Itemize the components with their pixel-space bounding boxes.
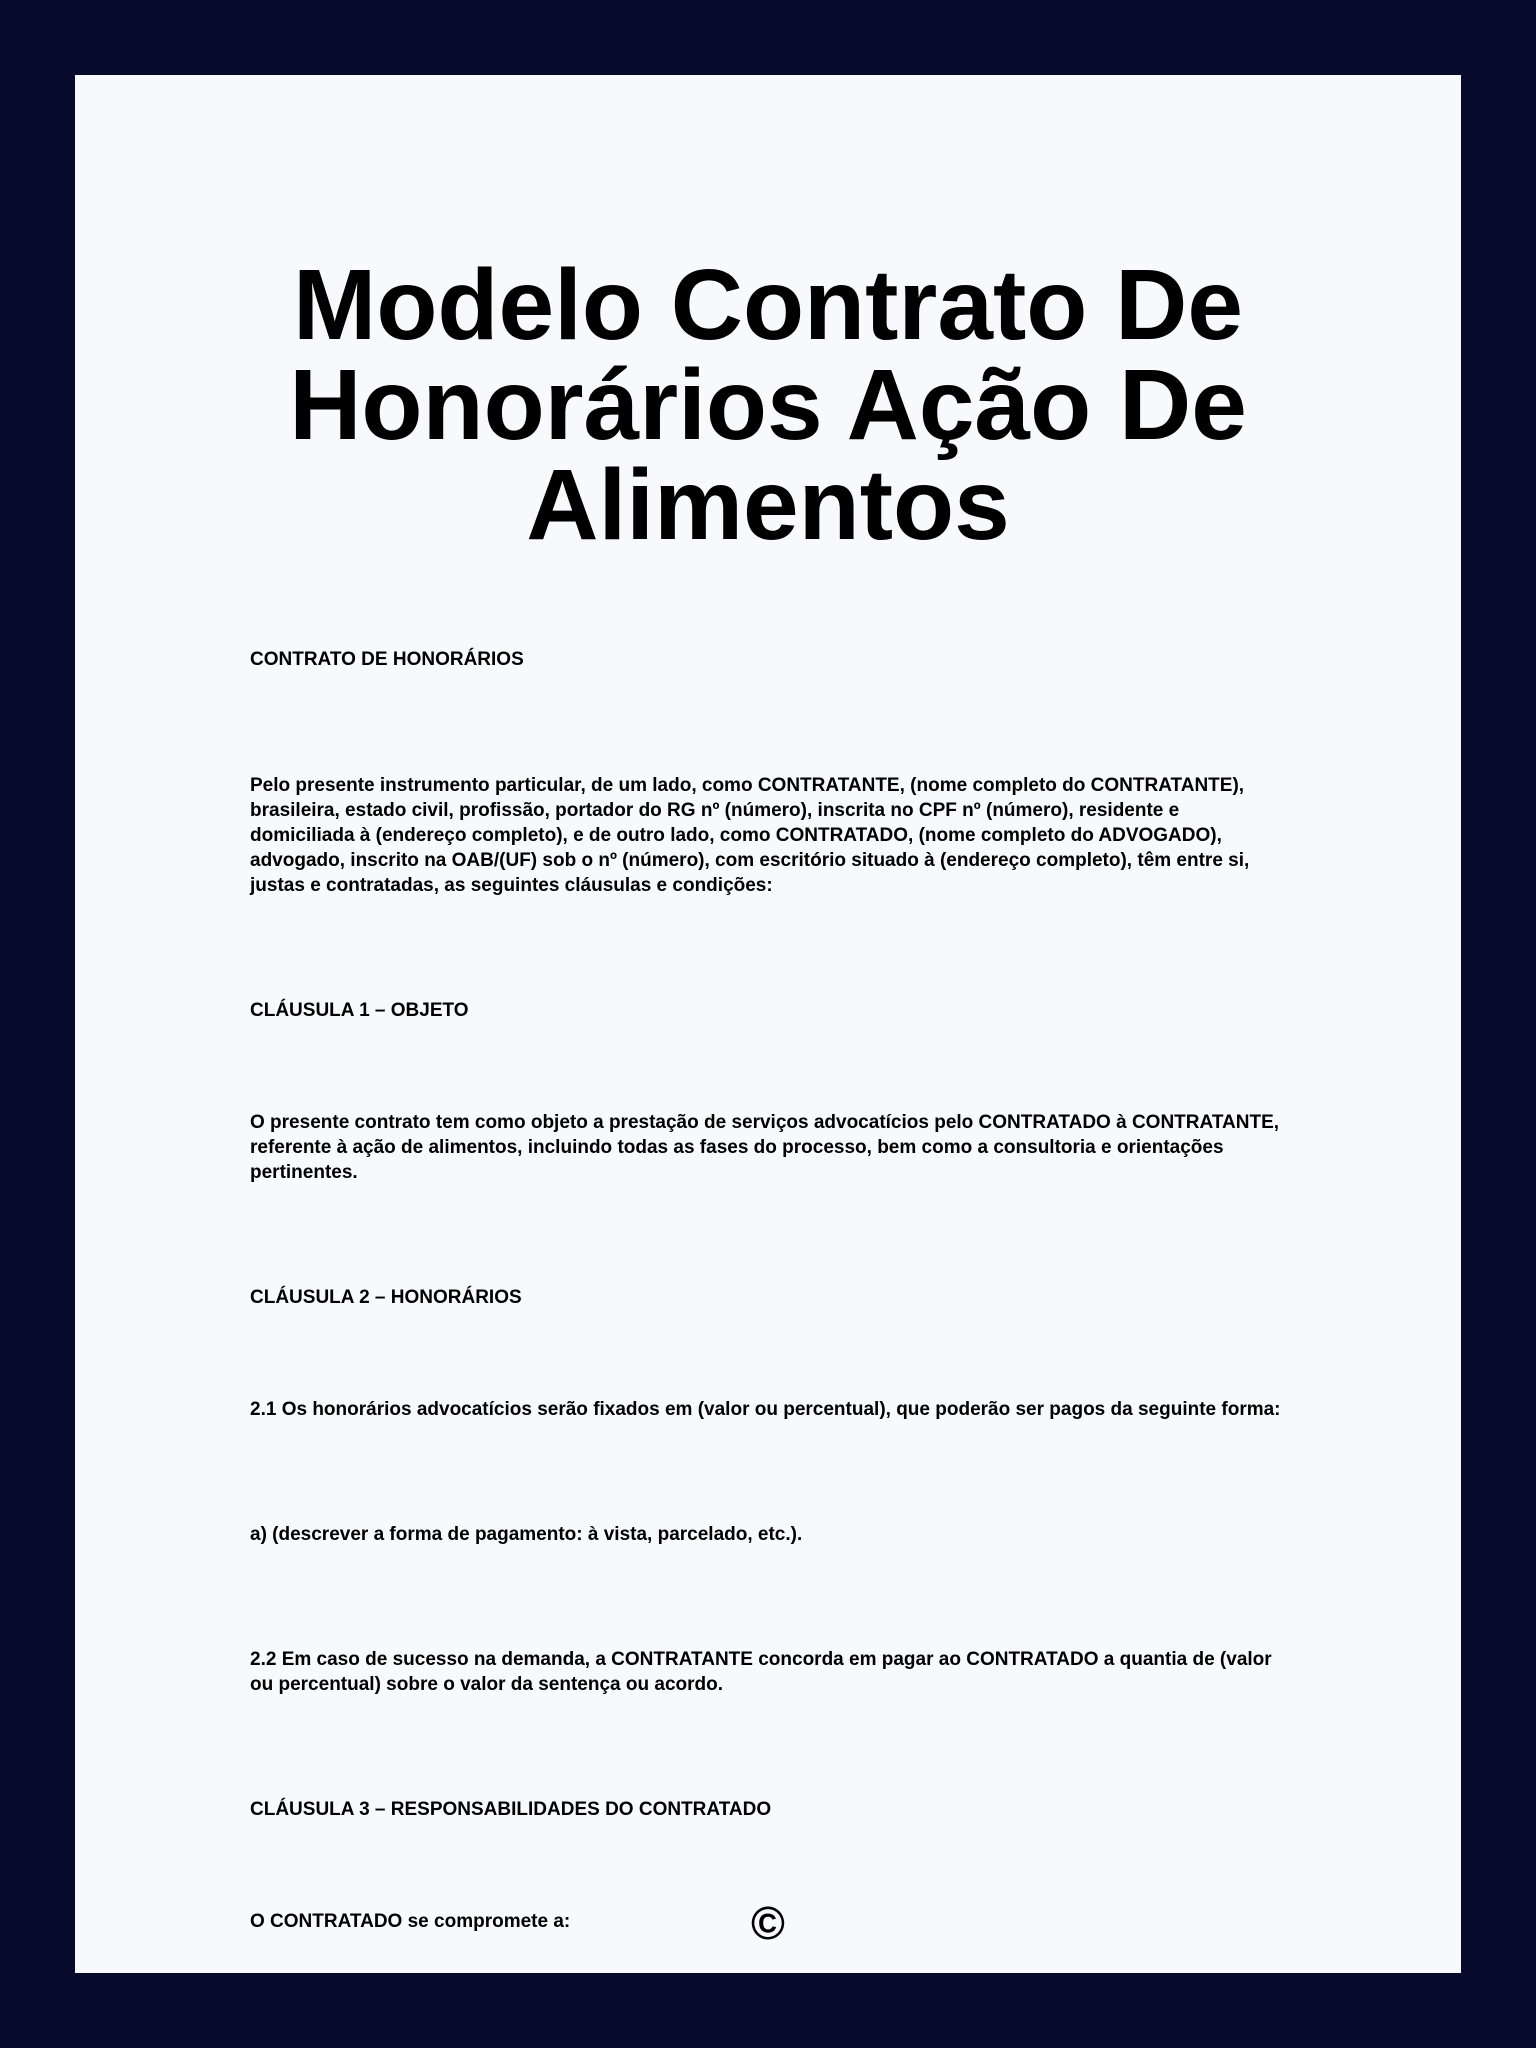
paragraph-clausula-2-2: 2.2 Em caso de sucesso na demanda, a CONTRATANTE concorda em pagar ao CONTRATADO a quantia de (valor ou percentual) sobre o valor da sentença ou acordo. (250, 1649, 1272, 1695)
paragraph-clausula-2-1-a: a) (descrever a forma de pagamento: à vista, parcelado, etc.). (250, 1524, 803, 1545)
document-title: Modelo Contrato De Honorários Ação De Alimentos (289, 249, 1247, 561)
copyright-icon: © (751, 1897, 785, 1949)
document-page (75, 75, 1461, 1973)
heading-clausula-2: CLÁUSULA 2 – HONORÁRIOS (250, 1287, 522, 1308)
paragraph-clausula-2-1: 2.1 Os honorários advocatícios serão fixados em (valor ou percentual), que poderão ser pagos da seguinte forma: (250, 1399, 1281, 1420)
heading-contrato: CONTRATO DE HONORÁRIOS (250, 649, 524, 670)
paragraph-clausula-1: O presente contrato tem como objeto a prestação de serviços advocatícios pelo CONTRATADO à CONTRATANTE, referente à ação de alimentos, incluindo todas as fases do processo, bem como a consultoria e orientações pertinentes. (250, 1112, 1280, 1183)
paragraph-preambulo: Pelo presente instrumento particular, de um lado, como CONTRATANTE, (nome completo do CONTRATANTE), brasileira, estado civil, profissão, portador do RG nº (número), inscrita no CPF nº (número), residente e domiciliada à (endereço completo), e de outro lado, como CONTRATADO, (nome completo do ADVOGADO), advogado, inscrito na OAB/(UF) sob o nº (número), com escritório situado à (endereço completo), têm entre si, justas e contratadas, as seguintes cláusulas e condições: (250, 775, 1250, 896)
heading-clausula-1: CLÁUSULA 1 – OBJETO (250, 1000, 469, 1021)
paragraph-clausula-3: O CONTRATADO se compromete a: (250, 1911, 571, 1932)
document-body (250, 647, 1286, 1934)
heading-clausula-3: CLÁUSULA 3 – RESPONSABILIDADES DO CONTRATADO (250, 1799, 772, 1820)
